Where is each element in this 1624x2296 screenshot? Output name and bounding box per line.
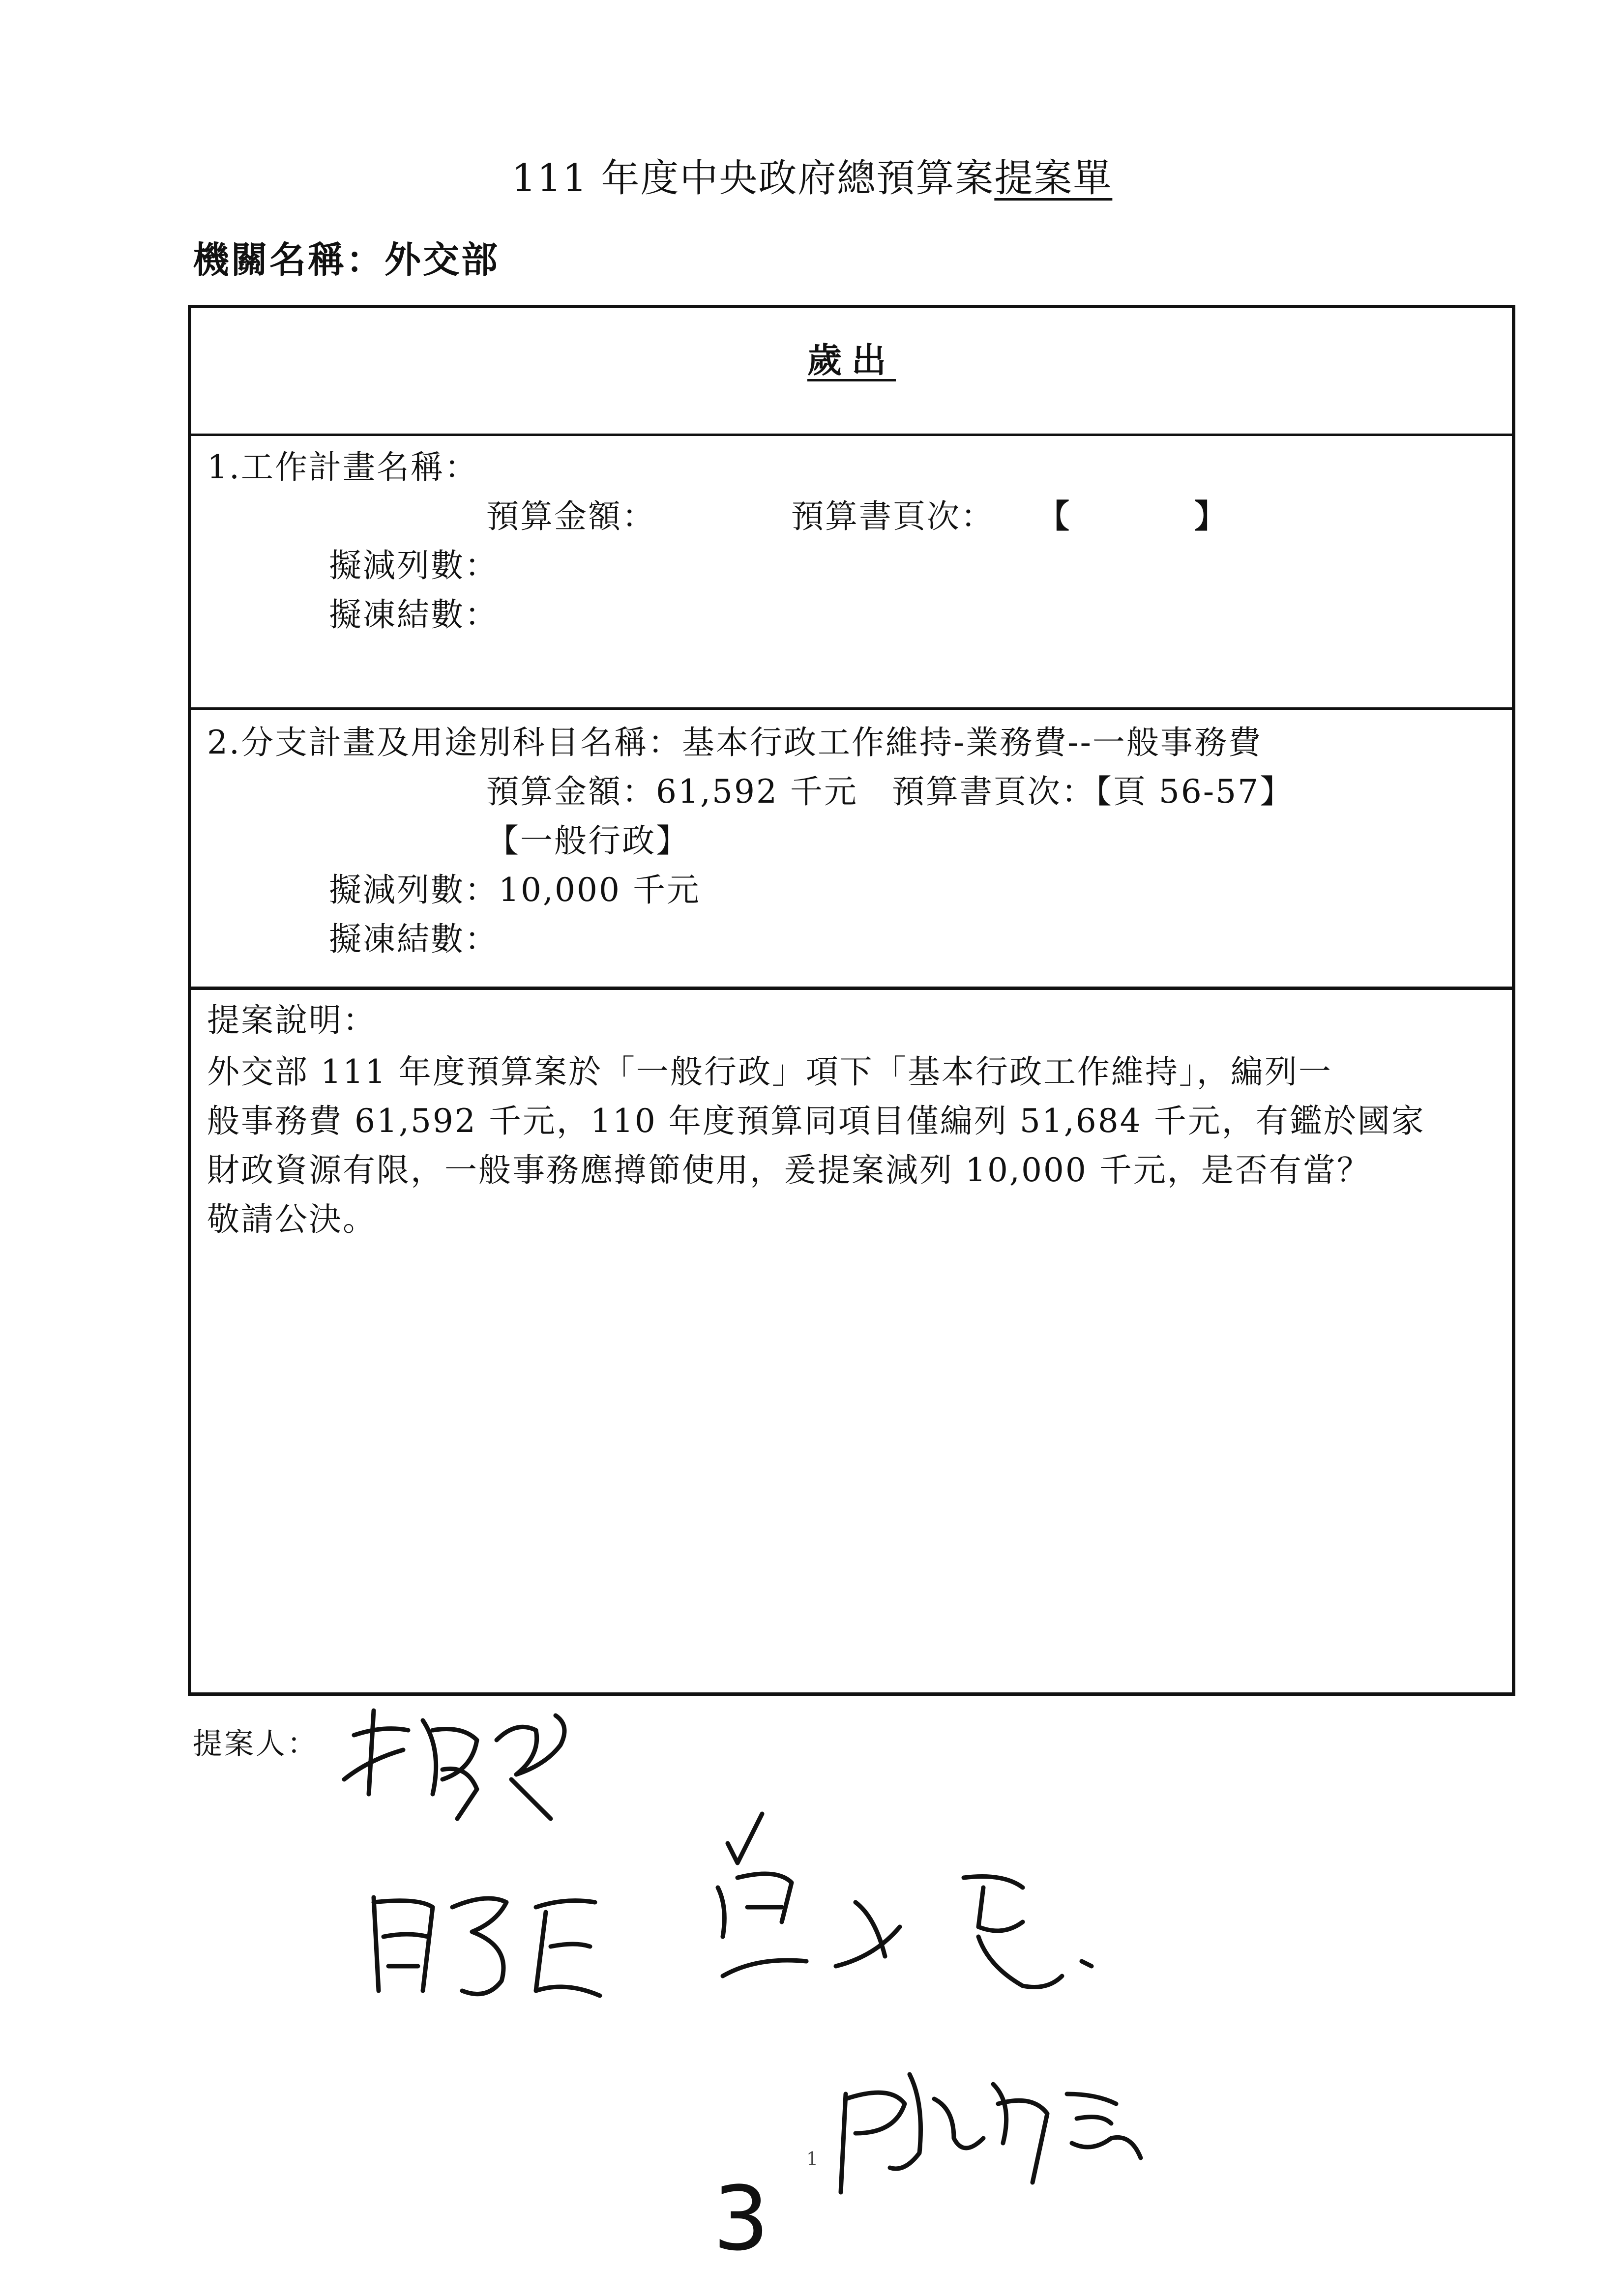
item1-name-label: 1.工作計畫名稱：: [207, 448, 478, 486]
title-main: 111 年度中央政府總預算案: [511, 156, 995, 201]
signature-3: [718, 1814, 1092, 1987]
item1-cut-label: 擬減列數：: [329, 547, 499, 584]
section-header: 歲出: [807, 340, 896, 380]
item2-freeze-label: 擬凍結數：: [329, 920, 499, 958]
item2-name-line: 2.分支計畫及用途別科目名稱：基本行政工作維持-業務費--一般事務費: [207, 724, 1262, 761]
proposer-label: 提案人：: [193, 1727, 319, 1761]
explanation-line-4: 敬請公決。: [207, 1200, 377, 1238]
explanation-line-2: 般事務費 61,592 千元，110 年度預算同項目僅編列 51,684 千元，有鑑於國家: [207, 1102, 1425, 1140]
item1-page-bracket-close: 】: [1194, 497, 1228, 535]
signature-2: [374, 1897, 600, 1996]
item1-page-bracket-open: 【: [1037, 497, 1071, 535]
item2-budget-line: 預算金額：61,592 千元 預算書頁次：【頁 56-57】: [486, 773, 1294, 811]
item2-cut-line: 擬減列數：10,000 千元: [329, 871, 701, 909]
page-number: 1: [806, 2148, 819, 2170]
title-underlined: 提案單: [994, 156, 1113, 201]
agency-name: 機關名稱：外交部: [193, 239, 500, 281]
explanation-line-1: 外交部 111 年度預算案於「一般行政」項下「基本行政工作維持」，編列一: [207, 1053, 1332, 1091]
signature-4: [841, 2074, 1141, 2192]
item2-category-line: 【一般行政】: [486, 822, 690, 860]
signature-1: [344, 1711, 564, 1819]
item1-budget-label: 預算金額：: [486, 497, 656, 535]
item1-page-label: 預算書頁次：: [791, 497, 995, 535]
explanation-line-3: 財政資源有限，一般事務應撙節使用，爰提案減列 10,000 千元，是否有當？: [207, 1151, 1371, 1189]
item1-freeze-label: 擬凍結數：: [329, 596, 499, 634]
handwritten-number: 3: [713, 2168, 769, 2270]
explanation-label: 提案說明：: [207, 1001, 377, 1039]
